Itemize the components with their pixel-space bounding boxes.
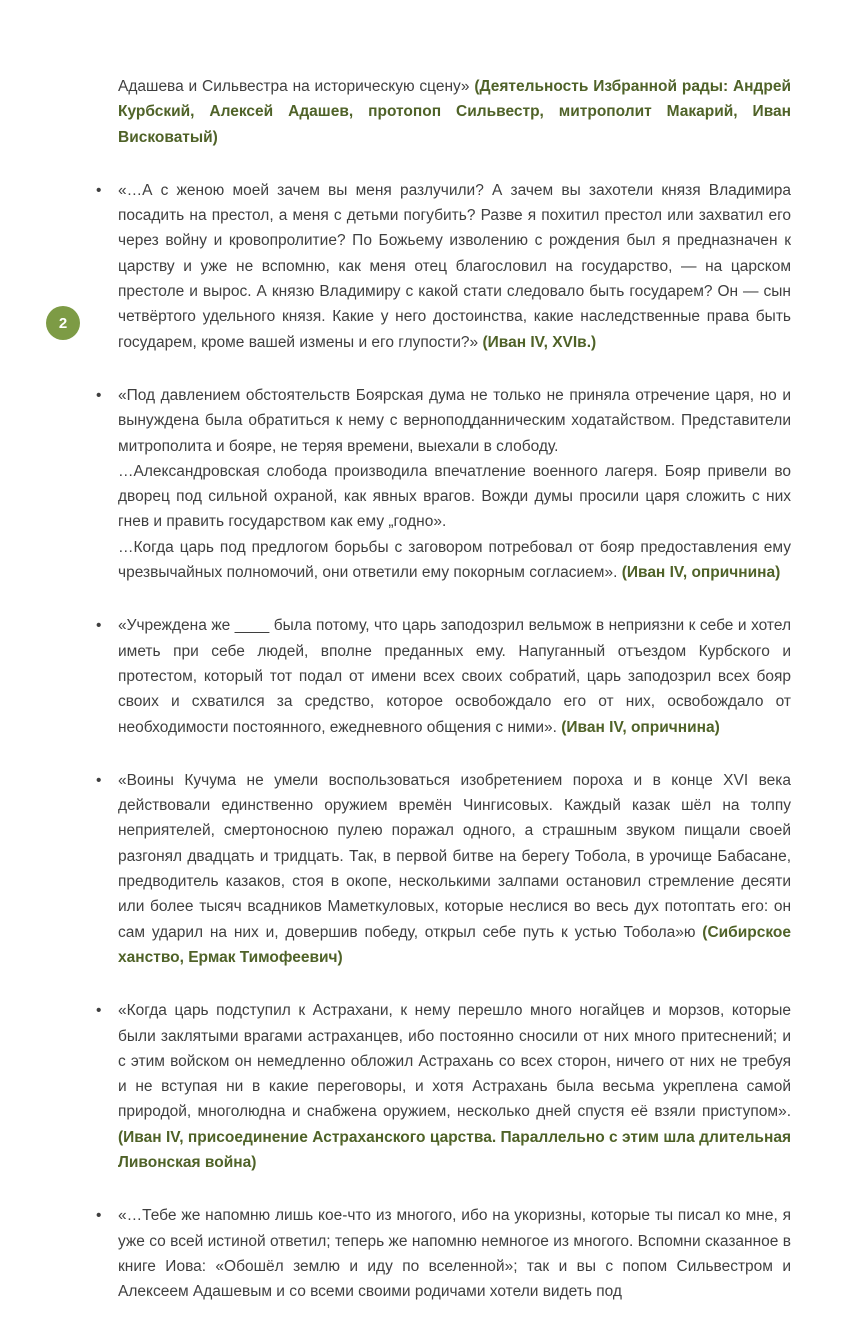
attribution-text: (Иван IV, XVIв.) [482,333,597,351]
quote-text: «Когда царь подступил к Астрахани, к нему перешло много ногайцев и морзов, которые были заклятыми врагами астраханцев, ибо постоянно сносили от них много притеснений; и с этим войском он немедленно обложил Астрахань со всех сторон, ничего от них не требуя и не вступая ни в какие переговоры, и хотя Астрахань была весьма укреплена самой природой, многолюдна и снабжена оружием, несколько дней спустя её взяли приступом». [118,1002,791,1121]
bullet-marker: • [96,181,102,199]
page-number: 2 [58,314,68,332]
quote-text: …Александровская слобода производила впечатление военного лагеря. Бояр привели во дворец под сильной охраной, как явных врагов. Вожди думы просили царя сложить с них гнев и править государством как ему „годно». [118,462,791,531]
quote-text: Адашева и Сильвестра на историческую сцену» [118,78,475,95]
document-body [96,74,791,1332]
attribution-text: (Иван IV, опричнина) [561,718,720,736]
attribution-text: (Сибирское ханство, Ермак Тимофеевич) [118,923,791,966]
bullet-item [96,1203,791,1304]
attribution-text: (Иван IV, опричнина) [621,564,781,582]
bullet-item [96,178,791,355]
bullet-marker: • [96,1002,102,1020]
quote-text: «…Тебе же напомню лишь кое-что из многого, ибо на укоризны, которые ты писал ко мне, я уже со всей истиной ответил; теперь же напомню немногое из многого. Вспомни сказанное в книге Иова: «Обошёл землю и иду по вселенной»; так и вы с попом Сильвестром и Алексеем Адашевым и со всеми своими родичами хотели видеть под [118,1207,791,1301]
attribution-text: (Иван IV, присоединение Астраханского царства. Параллельно с этим шла длительная Ливонская война) [118,1128,791,1171]
intro-paragraph [118,74,791,150]
bullet-item [96,998,791,1175]
bullet-marker: • [96,1207,102,1225]
bullet-marker: • [96,386,102,404]
quote-text: …Когда царь под предлогом борьбы с заговором потребовал от бояр предоставления ему чрезвычайных полномочий, они ответили ему покорным согласием». [118,538,791,582]
quote-text: «Под давлением обстоятельств Боярская дума не только не приняла отречение царя, но и вынуждена была обратиться к нему с верноподданническим ходатайством. Представители митрополита и бояре, не теряя времени, выехали в слободу. [118,386,791,455]
quote-text: «Воины Кучума не умели воспользоваться изобретением пороха и в конце XVI века действовали единственно оружием времён Чингисовых. Каждый казак шёл на толпу неприятелей, смертоносною пулею поражал одного, а страшным звуком пищали своей разгонял двадцать и тридцать. Так, в первой битве на берегу Тобола, в урочище Бабасане, предводитель казаков, стоя в окопе, несколькими залпами остановил стремление десяти или более тысяч всадников Маметкуловых, которые неслися во весь дух потоптать его: он сам ударил на них и, довершив победу, открыл себе путь к устью Тобола»ю [118,771,791,941]
page-number-badge [46,306,80,340]
bullet-marker: • [96,617,102,635]
bullet-item [96,383,791,585]
attribution-text: (Деятельность Избранной рады: Андрей Курбский, Алексей Адашев, протопоп Сильвестр, митрополит Макарий, Иван Висковатый) [118,78,791,146]
quote-text: «Учреждена же ____ была потому, что царь заподозрил вельмож в неприязни к себе и хотел иметь при себе людей, вполне преданных ему. Напуганный отъездом Курбского и протестом, который тот подал от имени всех своих собратий, царь заподозрил всех бояр своих и схватился за средство, которое освобождало его от них, освобождало от необходимости постоянного, ежедневного общения с ними». [118,617,791,736]
quote-text: «…А с женою моей зачем вы меня разлучили? А зачем вы захотели князя Владимира посадить на престол, а меня с детьми погубить? Разве я похитил престол или захватил его через войну и кровопролитие? По Божьему изволению с рождения был я предназначен к царству и уже не вспомню, как меня отец благословил на государство, — на царском престоле и вырос. А князю Владимиру с какой стати следовало быть государем? Он — сын четвёртого удельного князя. Какие у него достоинства, какие наследственные права быть государем, кроме вашей измены и его глупости?» [118,181,791,351]
bullet-marker: • [96,771,102,789]
bullet-item [96,768,791,970]
bullet-item [96,613,791,739]
